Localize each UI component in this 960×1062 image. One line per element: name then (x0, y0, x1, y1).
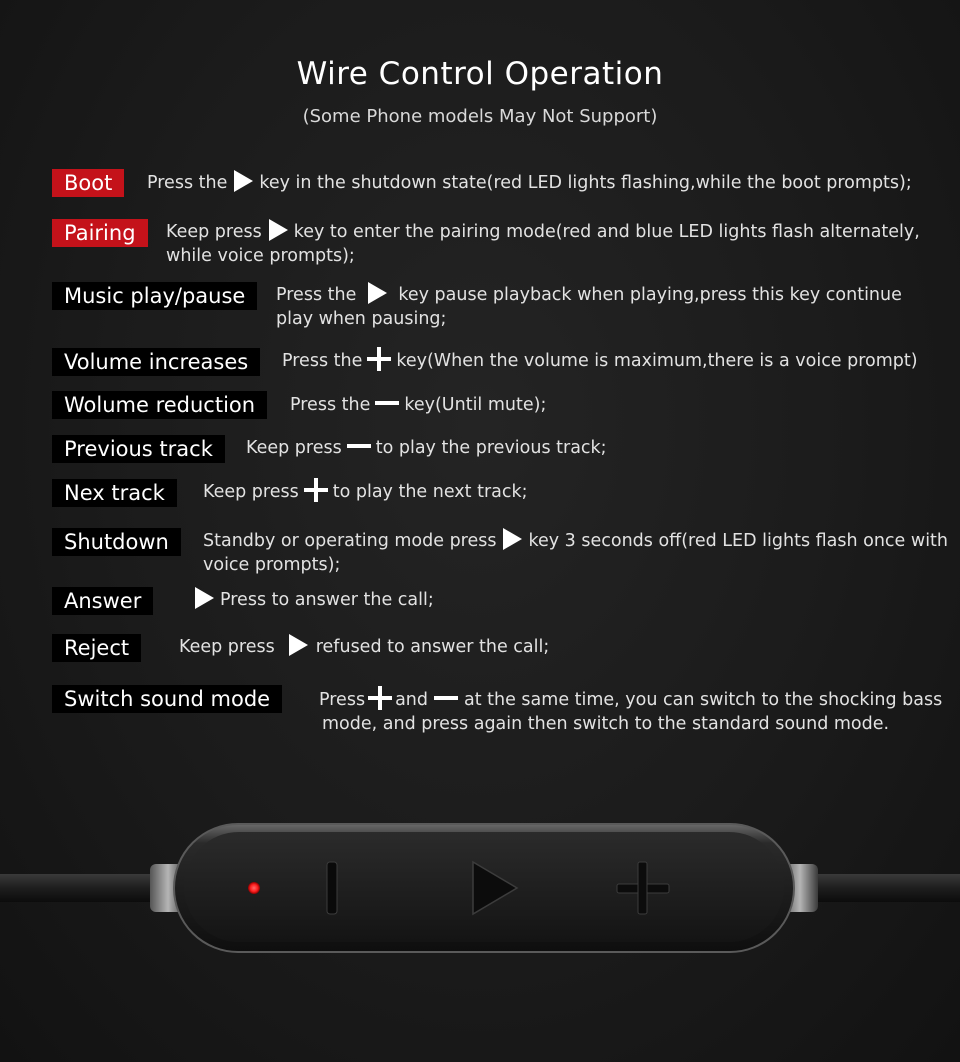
desc-text: Press to answer the call; (220, 590, 434, 610)
desc-text: Keep press (179, 637, 275, 657)
desc-text: while voice prompts); (166, 246, 355, 266)
label-next-track: Nex track (52, 479, 177, 507)
minus-icon (434, 686, 458, 710)
label-shutdown: Shutdown (52, 528, 181, 556)
minus-icon (375, 391, 399, 415)
play-icon (287, 633, 309, 657)
minus-key (327, 862, 337, 914)
desc-previous-track (246, 436, 607, 460)
desc-text: and (395, 690, 428, 710)
play-icon (267, 218, 289, 242)
page-subtitle: (Some Phone models May Not Support) (302, 106, 658, 127)
label-answer: Answer (52, 587, 153, 615)
label-pairing: Pairing (52, 219, 148, 247)
desc-text: Standby or operating mode press (203, 531, 497, 551)
play-icon (366, 281, 388, 305)
desc-text: at the same time, you can switch to the shocking bass (464, 690, 943, 710)
desc-text: to play the previous track; (375, 438, 607, 458)
desc-text: key 3 seconds off(red LED lights flash once with (528, 531, 949, 551)
play-icon (193, 586, 215, 610)
cable-left (0, 874, 170, 902)
label-volume-reduction: Wolume reduction (52, 391, 267, 419)
cable-right (800, 874, 960, 902)
led-indicator (248, 882, 260, 894)
desc-text: Press the (147, 173, 228, 193)
page-title: Wire Control Operation (296, 56, 664, 92)
plus-icon (368, 686, 392, 710)
plus-icon (367, 347, 391, 371)
label-music-play-pause: Music play/pause (52, 282, 257, 310)
minus-icon (347, 434, 371, 458)
desc-text: to play the next track; (332, 482, 528, 502)
desc-text: play when pausing; (276, 309, 447, 329)
label-previous-track: Previous track (52, 435, 225, 463)
desc-text: refused to answer the call; (315, 637, 550, 657)
desc-shutdown (203, 529, 948, 577)
desc-next-track (203, 480, 528, 504)
label-switch-sound-mode: Switch sound mode (52, 685, 282, 713)
label-boot: Boot (52, 169, 124, 197)
plus-key-v (638, 862, 647, 914)
desc-boot (147, 171, 912, 195)
desc-text: key(When the volume is maximum,there is a voice prompt) (396, 351, 918, 371)
desc-volume-increases (282, 349, 918, 373)
desc-text: mode, and press again then switch to the standard sound mode. (322, 714, 890, 734)
desc-text: key(Until mute); (404, 395, 547, 415)
desc-text: Keep press (203, 482, 299, 502)
desc-switch-sound-mode (319, 688, 942, 736)
desc-text: key to enter the pairing mode(red and blue LED lights flash alternately, (293, 222, 920, 242)
remote-illustration (0, 800, 960, 1000)
plus-icon (304, 478, 328, 502)
label-reject: Reject (52, 634, 141, 662)
desc-text: Press the (282, 351, 363, 371)
desc-pairing (166, 220, 920, 268)
desc-music-play-pause (276, 283, 902, 331)
desc-volume-reduction (290, 393, 546, 417)
desc-text: key pause playback when playing,press this key continue (398, 285, 902, 305)
play-icon (232, 169, 254, 193)
desc-text: Keep press (246, 438, 342, 458)
desc-text: voice prompts); (203, 555, 341, 575)
desc-reject (179, 635, 549, 659)
label-volume-increases: Volume increases (52, 348, 260, 376)
desc-text: Press (319, 690, 366, 710)
desc-text: Keep press (166, 222, 262, 242)
desc-text: Press the (290, 395, 371, 415)
play-icon (501, 527, 523, 551)
desc-text: key in the shutdown state(red LED lights flashing,while the boot prompts); (259, 173, 912, 193)
desc-text: Press the (276, 285, 357, 305)
desc-answer (188, 588, 434, 612)
